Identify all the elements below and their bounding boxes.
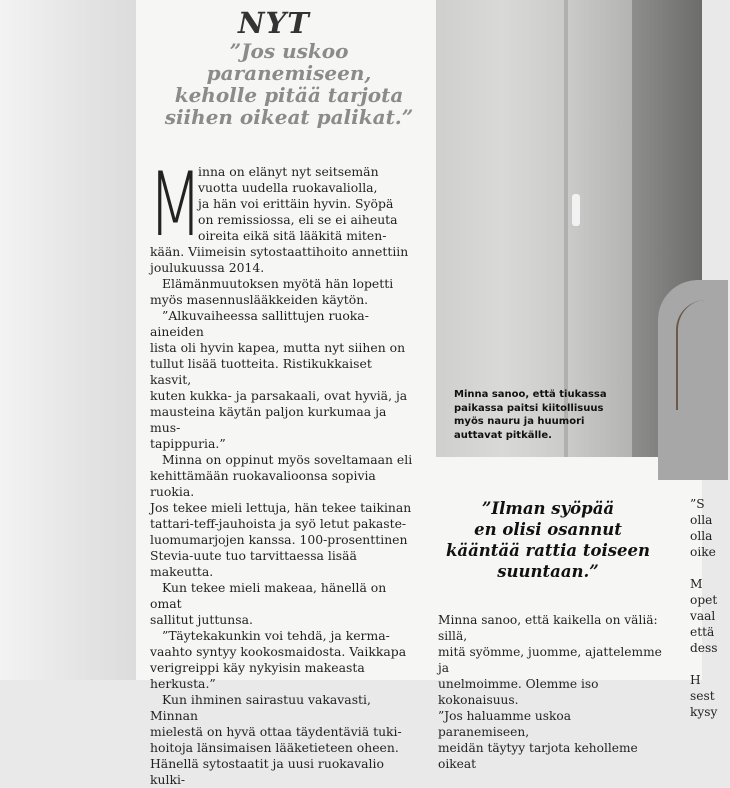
pull-quote-line: suuntaan.” [497,562,599,581]
article-column-middle [438,612,662,772]
article-paragraph [150,452,416,580]
caption-line: myös nauru ja huumori [454,416,585,427]
text-line: oireita eikä sitä lääkitä miten- [198,228,387,243]
text-fragment: sest [690,689,715,703]
text-line: Minna sanoo, että kaikella on väliä: sillä, [438,613,658,643]
article-paragraph [150,308,416,452]
text-fragment: dess [690,641,718,655]
text-line: mausteina käytän paljon kurkumaa ja mus- [150,404,387,435]
text-line: hoitoja länsimaisen lääketieteen oheen. [150,740,399,755]
text-line: vuotta uudella ruokavaliolla, [198,180,378,195]
text-line: Stevia-uute tuo tarvittaessa lisää makeutta. [150,548,357,579]
text-line: tapippuria.” [150,436,226,451]
text-line: tattari-teff-jauhoista ja syö letut pakaste- [150,516,407,531]
section-heading: NYT [238,6,310,40]
pull-quote-line: en olisi osannut [474,520,622,539]
text-fragment: vaal [690,609,716,623]
text-line: ”Alkuvaiheessa sallittujen ruoka-aineiden [150,308,369,339]
pull-quote-line: ”Jos uskoo [229,39,349,63]
text-fragment: olla [690,529,713,543]
text-line: kehittämään ruokavalioonsa sopivia ruokia. [150,468,376,499]
pull-quote-line: ”Ilman syöpää [481,499,615,518]
text-line: myös masennuslääkkeiden käytön. [150,292,369,307]
text-line: verigreippi käy nykyisin makeasta herkusta.” [150,660,365,691]
text-line: Minna on oppinut myös soveltamaan eli [162,452,413,467]
photo-caption [454,388,624,442]
pull-quote-line: keholle pitää tarjota [174,83,404,107]
text-line: on remissiossa, eli se ei aiheuta [198,212,398,227]
middle-pull-quote [434,498,662,582]
text-line: mitä syömme, juomme, ajattelemme ja [438,645,662,675]
text-line: sallitut juttunsa. [150,612,253,627]
article-paragraph [150,580,416,628]
text-fragment [690,656,730,672]
text-line: joulukuussa 2014. [150,260,265,275]
text-line: ”Jos haluamme uskoa paranemiseen, [438,709,572,739]
pull-quote-line: siihen oikeat palikat.” [164,105,414,129]
text-line: Hänellä sytostaatit ja uusi ruokavalio kulki- [150,756,384,787]
caption-line: paikassa paitsi kiitollisuus [454,402,604,414]
text-line: ja hän voi erittäin hyvin. Syöpä [198,196,394,211]
pull-quote-line: kääntää rattia toiseen [445,541,651,560]
text-fragment: olla [690,513,713,527]
text-line: kään. Viimeisin sytostaattihoito annettiin [150,244,409,259]
text-line: Kun ihminen sairastuu vakavasti, Minnan [150,692,371,723]
text-line: vaahto syntyy kookosmaidosta. Vaikkapa [150,644,407,659]
page-gutter [0,0,136,680]
article-paragraph [150,692,416,788]
text-line: luomumarjojen kanssa. 100-prosenttinen [150,532,408,547]
drop-cap: M [148,153,203,256]
portrait-photo [436,0,702,457]
caption-line: Minna sanoo, että tiukassa [454,389,607,400]
top-pull-quote [154,40,424,128]
text-line: Elämänmuutoksen myötä hän lopetti [162,276,394,291]
article-paragraph [148,153,416,276]
text-fragment: H [690,673,701,687]
text-fragment: kysy [690,705,718,719]
article-column-left [148,153,416,788]
text-line: Jos tekee mieli lettuja, hän tekee taikinan [150,500,412,515]
text-fragment [690,560,730,576]
article-paragraph [150,628,416,692]
text-fragment: että [690,625,715,639]
magazine-page [136,0,718,787]
person-hair [676,300,718,410]
text-fragment: opet [690,593,718,607]
article-column-right-cropped [690,496,730,720]
caption-line: auttavat pitkälle. [454,429,552,441]
article-paragraph [150,276,416,308]
text-line: meidän täytyy tarjota keholleme oikeat [438,741,638,771]
pull-quote-line: paranemiseen, [206,61,372,85]
text-fragment: M [690,577,703,591]
text-fragment: ”S [690,497,705,511]
text-fragment: oike [690,545,716,559]
text-line: lista oli hyvin kapea, mutta nyt siihen on [150,340,406,355]
text-line: tullut lisää tuotteita. Ristikukkaiset kasvit, [150,356,372,387]
text-line: kuten kukka- ja parsakaali, ovat hyviä, ja [150,388,408,403]
text-line: ”Täytekakunkin voi tehdä, ja kerma- [162,628,390,643]
door-handle [572,194,580,226]
text-line: mielestä on hyvä ottaa täydentäviä tuki- [150,724,402,739]
text-line: inna on elänyt nyt seitsemän [198,164,379,179]
text-line: unelmoimme. Olemme iso kokonaisuus. [438,677,599,707]
text-line: Kun tekee mieli makeaa, hänellä on omat [150,580,387,611]
